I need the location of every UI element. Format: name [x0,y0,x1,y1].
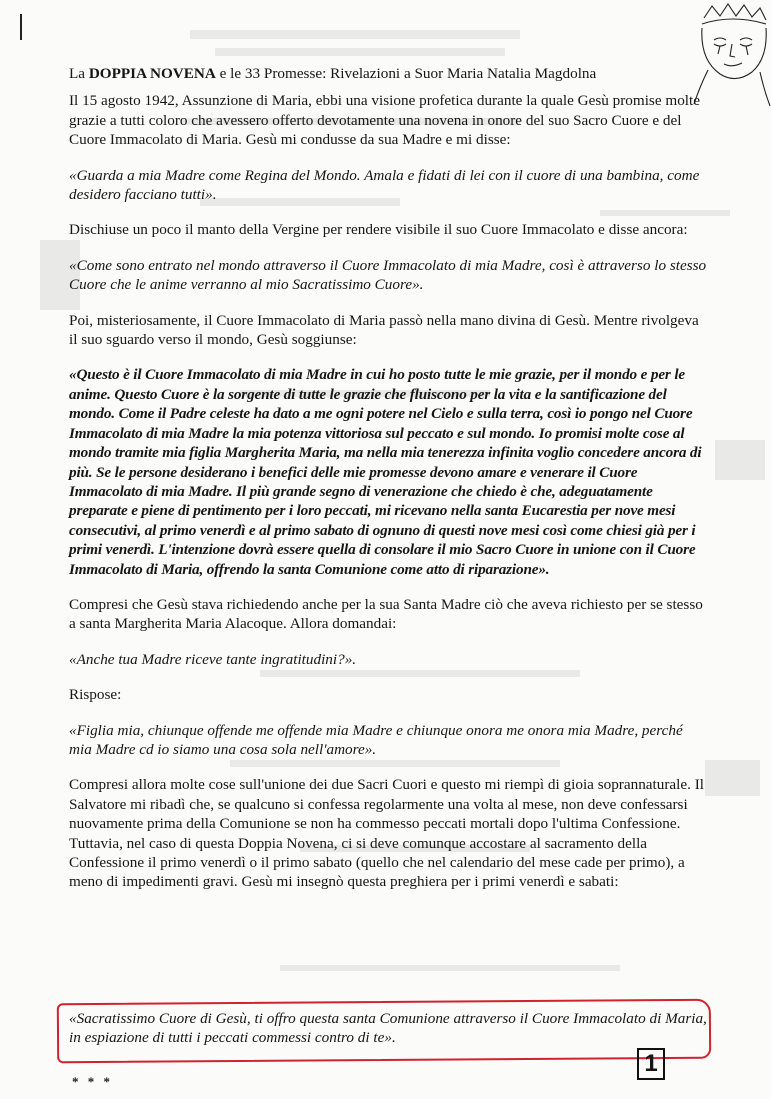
paragraph-intro: Il 15 agosto 1942, Assunzione di Maria, ebbi una visione profetica durante la quale Gesù promise molte grazie a tutti coloro che avessero offerto devotamente una novena in onore del suo Sacro Cuore e del Cuore Immacolato di Maria. Gesù mi condusse da sua Madre e mi disse: [69,92,700,149]
title-bold: DOPPIA NOVENA [88,65,216,82]
quote-risposta: «Figlia mia, chiunque offende me offende mia Madre e chiunque onora me onora mia Madre, perché mia Madre cd io siamo una cosa sola nell'amore». [69,721,683,758]
title-rest: e le 33 Promesse: Rivelazioni a Suor Maria Natalia Magdolna [215,65,597,82]
quote-regina: «Guarda a mia Madre come Regina del Mondo. Amala e fidati di lei con il cuore di una bambina, come desidero facciano tutti». [69,166,700,204]
paragraph-confessione: Compresi allora molte cose sull'unione dei due Sacri Cuori e questo mi riempì di gioia soprannaturale. Il Salvatore mi ribadì che, se qualcuno si confessa regolarmente una volta al mese, non deve confessarsi nuovamente prima della Comunione se non ha commesso peccati mortali dopo l'ultima Confessione. Tuttavia, nel caso di questa Doppia Novena, ci si deve comunque accostare al sacramento della Confessione il primo venerdì o il primo sabato (quello che nel calendario del mese cade per primo), a meno di impedimenti gravi. Gesù mi insegnò questa preghiera per i primi venerdì e sabati: [69,776,704,891]
document-body [69,64,709,908]
paragraph-manto: Dischiuse un poco il manto della Vergine per rendere visibile il suo Cuore Immacolato e disse ancora: [69,221,688,239]
quote-cuore-immacolato: «Come sono entrato nel mondo attraverso il Cuore Immacolato di mia Madre, così è attraverso lo stesso Cuore che le anime verranno al mio Sacratissimo Cuore». [69,256,707,294]
prayer-text: «Sacratissimo Cuore di Gesù, ti offro questa santa Comunione attraverso il Cuore Immacolato di Maria, in espiazione di tutti i peccati commessi contro di te». [69,1010,707,1047]
page-number: 1 [637,1048,665,1080]
margin-mark [20,14,22,40]
title-prefix: La [69,65,89,82]
paragraph-rispose: Rispose: [69,686,122,704]
quote-domanda: «Anche tua Madre riceve tante ingratitudini?». [69,650,357,668]
paragraph-mano-divina: Poi, misteriosamente, il Cuore Immacolato di Maria passò nella mano divina di Gesù. Mentre rivolgeva il suo sguardo verso il mondo, Gesù soggiunse: [69,311,699,349]
document-title [69,64,709,83]
quote-promesse: «Questo è il Cuore Immacolato di mia Madre in cui ho posto tutte le mie grazie, per il mondo e per le anime. Questo Cuore è la sorgente di tutte le grazie che fluiscono per la vita e la santificazione del mondo. Come il Padre celeste ha dato a me ogni potere nel Cielo e sulla terra, così io pongo nel Cuore Immacolato di mia Madre la mia potenza vittoriosa sul peccato e sul mondo. Io promisi molte cose al mondo tramite mia figlia Margherita Maria, ma nella mia tenerezza infinita voglio concedere ancora di più. Se le persone desiderano i benefici delle mie promesse devono amare e venerare il Cuore Immacolato di mia Madre. Il più grande segno di venerazione che chiedo è che, adeguatamente preparate e piene di pentimento per i loro peccati, mi ricevano nella santa Eucarestia per nove mesi consecutivi, al primo venerdì e al primo sabato di ognuno di questi nove mesi così come chiesi già per i primi venerdì. L'intenzione dovrà essere quella di consolare il mio Sacro Cuore in unione con il Cuore Immacolato di Maria, offrendo la santa Comunione come atto di riparazione». [69,366,702,578]
section-separator: * * * [72,1074,113,1089]
paragraph-alacoque: Compresi che Gesù stava richiedendo anche per la sua Santa Madre ciò che aveva richiesto per se stesso a santa Margherita Maria Alacoque. Allora domandai: [69,595,703,633]
